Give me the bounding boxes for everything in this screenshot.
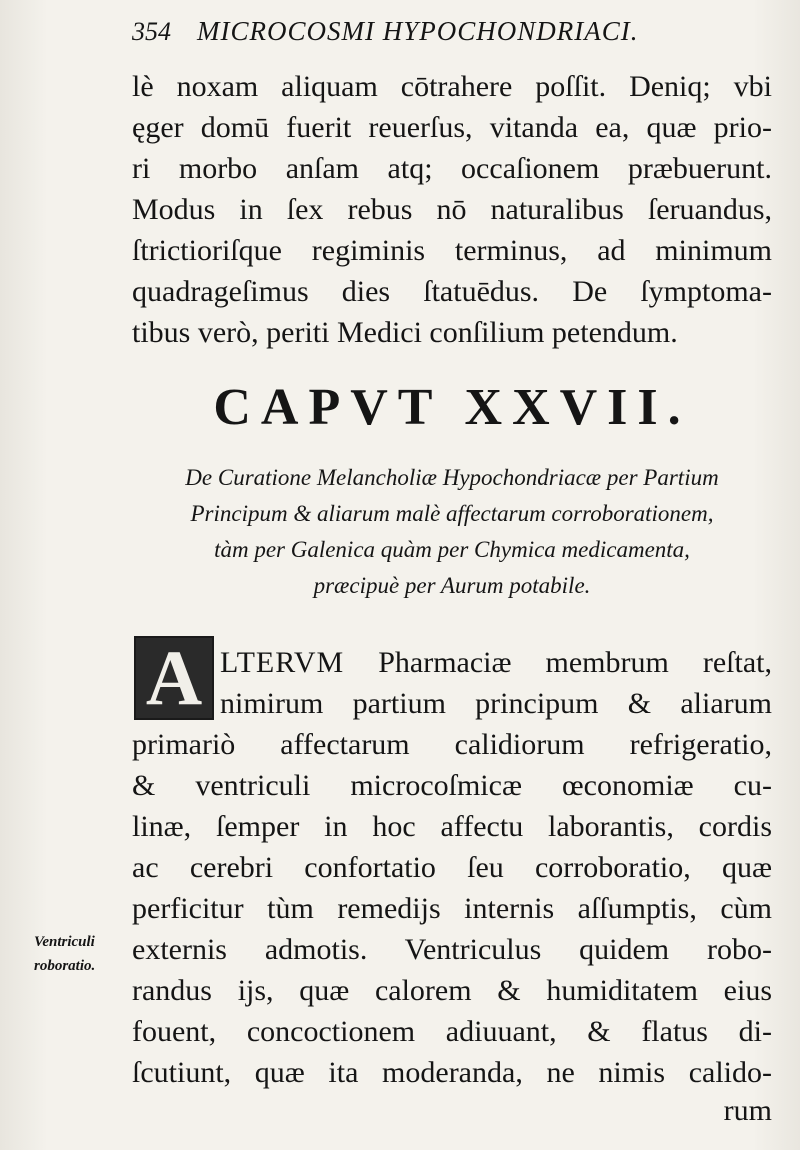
text-line	[132, 642, 772, 683]
text-span: Pharmaciæ membrum reſtat,	[344, 646, 772, 679]
text-line: quadrageſimus dies ſtatuēdus. De ſymptoma-	[132, 275, 772, 308]
catchword: rum	[723, 1094, 772, 1127]
small-caps-word: LTERVM	[220, 646, 345, 679]
margin-note-line: roboratio.	[34, 958, 96, 974]
text-line: fouent, concoctionem adiuuant, & flatus di-	[132, 1015, 772, 1048]
text-line: ſtrictioriſque regiminis terminus, ad minimum	[132, 234, 772, 267]
top-paragraph	[132, 66, 772, 353]
subtitle-line: De Curatione Melancholiæ Hypochondriacæ per Partium	[185, 465, 719, 490]
subtitle-line: Principum & aliarum malè affectarum corroborationem,	[190, 501, 714, 526]
text-line: ri morbo anſam atq; occaſionem præbuerunt.	[132, 152, 772, 185]
text-line: & ventriculi microcoſmicæ œconomiæ cu-	[132, 769, 772, 802]
text-line: primariò affectarum calidiorum refrigeratio,	[132, 728, 772, 761]
catchword-row	[132, 1090, 772, 1131]
page-number: 354	[132, 17, 171, 46]
text-line: randus ijs, quæ calorem & humiditatem eius	[132, 974, 772, 1007]
text-line: ac cerebri confortatio ſeu corroboratio, quæ	[132, 851, 772, 884]
margin-note-line: Ventriculi	[34, 934, 95, 950]
text-line: tibus verò, periti Medici conſilium petendum.	[132, 316, 678, 349]
chapter-subtitle	[132, 460, 772, 604]
text-line: Modus in ſex rebus nō naturalibus ſeruandus,	[132, 193, 772, 226]
page-header	[132, 16, 772, 52]
text-line: ęger domū fuerit reuerſus, vitanda ea, quæ prio-	[132, 111, 772, 144]
text-line: linæ, ſemper in hoc affectu laborantis, cordis	[132, 810, 772, 843]
subtitle-line: tàm per Galenica quàm per Chymica medicamenta,	[214, 537, 690, 562]
margin-note	[34, 930, 126, 978]
running-title: MICROCOSMI HYPOCHONDRIACI.	[197, 16, 639, 46]
text-line: ſcutiunt, quæ ita moderanda, ne nimis calido-	[132, 1056, 772, 1089]
text-line: lè noxam aliquam cōtrahere poſſit. Deniq; vbi	[132, 70, 772, 103]
chapter-heading: CAPVT XXVII.	[213, 379, 691, 436]
text-line: nimirum partium principum & aliarum	[220, 687, 772, 720]
subtitle-line: præcipuè per Aurum potabile.	[313, 573, 591, 598]
initial-letter: A	[145, 634, 203, 721]
text-line: externis admotis. Ventriculus quidem robo-	[132, 933, 772, 966]
main-paragraph	[132, 642, 772, 1093]
text-line: perficitur tùm remedijs internis aſſumptis, cùm	[132, 892, 772, 925]
